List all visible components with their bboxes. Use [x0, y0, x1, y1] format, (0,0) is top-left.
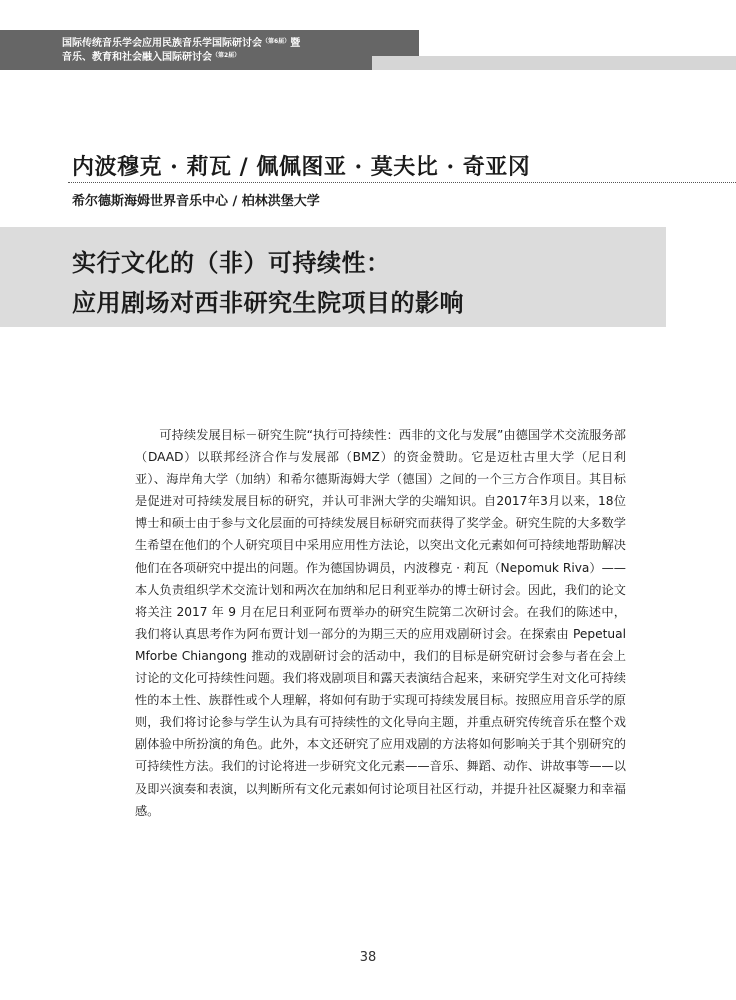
header-stripe: [372, 56, 736, 70]
conference-edition-1: （第6届）: [262, 38, 291, 45]
paper-title-line-1: 实行文化的（非）可持续性：: [72, 248, 391, 277]
running-header: [0, 30, 419, 70]
authors: 内波穆克 · 莉瓦 / 佩佩图亚 · 莫夫比 · 奇亚冈: [72, 154, 531, 180]
paper-title-line-2: 应用剧场对西非研究生院项目的影响: [72, 288, 464, 317]
conference-edition-2: （第2届）: [212, 52, 241, 59]
conference-name-2: 音乐、教育和社会融入国际研讨会: [62, 52, 212, 63]
conference-conjunction: 暨: [290, 38, 301, 49]
abstract: 可持续发展目标－研究生院“执行可持续性：西非的文化与发展”由德国学术交流服务部（DAAD）以联邦经济合作与发展部（BMZ）的资金赞助。它是迈杜古里大学（尼日利亚）、海岸角大学（加纳）和希尔德斯海姆大学（德国）之间的一个三方合作项目。其目标是促进对可持续发展目标的研究，并认可非洲大学的尖端知识。自2017年3月以来，18位博士和硕士由于参与文化层面的可持续发展目标研究而获得了奖学金。研究生院的大多数学生希望在他们的个人研究项目中采用应用性方法论，以突出文化元素如何可持续地帮助解决他们在各项研究中提出的问题。作为德国协调员，内波穆克 · 莉瓦（Nepomuk Riva）——本人负责组织学术交流计划和两次在加纳和尼日利亚举办的博士研讨会。因此，我们的论文将关注 2017 年 9 月在尼日利亚阿布贾举办的研究生院第二次研讨会。在我们的陈述中，我们将认真思考作为阿布贾计划一部分的为期三天的应用戏剧研讨会。在探索由 Pepetual Mforbe Chiangong 推动的戏剧研讨会的活动中，我们的目标是研究研讨会参与者在会上讨论的文化可持续性问题。我们将戏剧项目和露天表演结合起来，来研究学生对文化可持续性的本土性、族群性或个人理解，将如何有助于实现可持续发展目标。按照应用音乐学的原则，我们将讨论参与学生认为具有可持续性的文化导向主题，并重点研究传统音乐在整个戏剧体验中所扮演的角色。此外，本文还研究了应用戏剧的方法将如何影响关于其个别研究的可持续性方法。我们的讨论将进一步研究文化元素——音乐、舞蹈、动作、讲故事等——以及即兴演奏和表演，以判断所有文化元素如何讨论项目社区行动，并提升社区凝聚力和幸福感。: [135, 428, 626, 818]
running-header-line-1: [62, 38, 300, 50]
conference-name-1: 国际传统音乐学会应用民族音乐学国际研讨会: [62, 38, 262, 49]
author-divider: [68, 182, 736, 183]
running-header-line-2: [62, 52, 240, 64]
affiliation: 希尔德斯海姆世界音乐中心 / 柏林洪堡大学: [72, 194, 320, 209]
page-number: 38: [359, 950, 377, 965]
